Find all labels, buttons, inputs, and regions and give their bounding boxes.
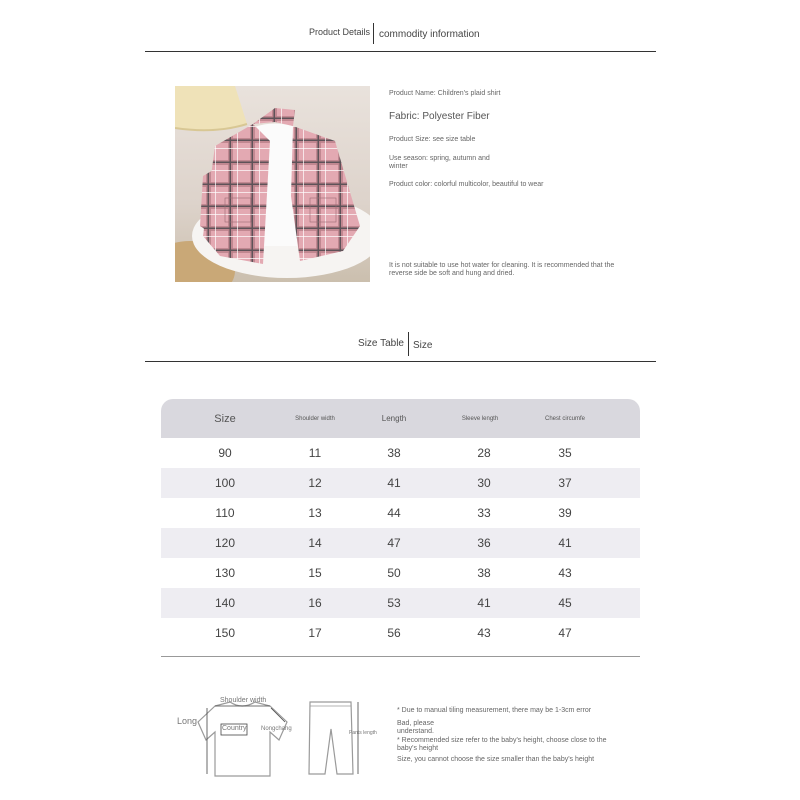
- details-rule: [145, 51, 656, 52]
- cell-sleeve: 36: [477, 536, 491, 550]
- cell-sleeve: 43: [477, 626, 491, 640]
- cell-shoulder: 15: [308, 566, 322, 580]
- table-bottom-rule: [161, 656, 640, 657]
- pants-length-label: Pants length: [349, 730, 377, 736]
- cell-size: 120: [214, 536, 236, 550]
- header-sleeve: Sleeve length: [461, 415, 499, 422]
- cell-length: 56: [387, 626, 401, 640]
- product-size: Product Size: see size table: [389, 136, 476, 143]
- sleeve-length-label: Nongchang: [261, 726, 292, 732]
- cell-chest: 47: [558, 626, 572, 640]
- product-name: Product Name: Children's plaid shirt: [389, 90, 501, 97]
- cell-length: 53: [387, 596, 401, 610]
- size-table: [161, 399, 640, 656]
- size-table-title: Size Table: [358, 338, 404, 349]
- cell-sleeve: 41: [477, 596, 491, 610]
- cell-chest: 41: [558, 536, 572, 550]
- cell-chest: 45: [558, 596, 572, 610]
- cell-size: 110: [215, 506, 235, 520]
- header-chest: Chest circumfe: [544, 415, 585, 422]
- shoulder-width-label: Shoulder width: [220, 697, 267, 704]
- cell-chest: 39: [558, 506, 572, 520]
- cell-chest: 37: [558, 476, 572, 490]
- size-header-divider: [408, 332, 409, 356]
- table-row: [161, 438, 640, 468]
- product-season: Use season: spring, autumn and winter: [389, 155, 490, 170]
- cell-shoulder: 16: [308, 596, 322, 610]
- table-row: [161, 558, 640, 588]
- cell-length: 50: [387, 566, 401, 580]
- cell-length: 38: [387, 446, 401, 460]
- cell-sleeve: 33: [477, 506, 491, 520]
- header-length: Length: [381, 414, 407, 423]
- cell-shoulder: 14: [308, 536, 322, 550]
- table-row: [161, 588, 640, 618]
- cell-chest: 35: [558, 446, 572, 460]
- long-label: Long: [177, 716, 198, 726]
- cell-shoulder: 17: [308, 626, 322, 640]
- country-label: Country: [222, 725, 247, 732]
- cell-sleeve: 28: [477, 446, 491, 460]
- cell-length: 41: [387, 476, 401, 490]
- cell-sleeve: 38: [477, 566, 491, 580]
- cell-size: 100: [214, 476, 236, 490]
- cell-shoulder: 13: [308, 506, 322, 520]
- note-understand: Bad, please understand.: [397, 720, 434, 735]
- note-size-choice: Size, you cannot choose the size smaller than the baby's height: [397, 756, 595, 763]
- note-measurement-error: * Due to manual tiling measurement, there may be 1-3cm error: [397, 707, 592, 714]
- cell-size: 90: [218, 446, 232, 460]
- cell-shoulder: 11: [308, 446, 322, 460]
- note-recommended-size: * Recommended size refer to the baby's height, choose close to the baby's height: [397, 737, 607, 752]
- cell-sleeve: 30: [477, 476, 491, 490]
- product-photo: [175, 86, 370, 282]
- cell-chest: 43: [558, 566, 572, 580]
- header-size: Size: [214, 412, 236, 425]
- cell-size: 130: [214, 566, 236, 580]
- cell-shoulder: 12: [308, 476, 322, 490]
- table-row: [161, 468, 640, 498]
- size-subtitle: Size: [413, 340, 433, 351]
- table-header-row: [161, 399, 640, 438]
- commodity-info-title: commodity information: [379, 29, 480, 40]
- table-row: [161, 618, 640, 648]
- measurement-diagram: [175, 694, 390, 782]
- care-instructions: It is not suitable to use hot water for cleaning. It is recommended that the reverse side be soft and hung and dried.: [389, 262, 615, 277]
- header-shoulder: Shoulder width: [295, 415, 335, 422]
- product-details-title: Product Details: [308, 27, 370, 37]
- table-row: [161, 498, 640, 528]
- cell-length: 44: [387, 506, 401, 520]
- cell-size: 140: [214, 596, 236, 610]
- product-fabric: Fabric: Polyester Fiber: [389, 111, 490, 122]
- header-divider: [373, 23, 374, 44]
- product-color: Product color: colorful multicolor, beautiful to wear: [389, 181, 544, 188]
- table-row: [161, 528, 640, 558]
- cell-size: 150: [214, 626, 236, 640]
- size-rule: [145, 361, 656, 362]
- cell-length: 47: [387, 536, 401, 550]
